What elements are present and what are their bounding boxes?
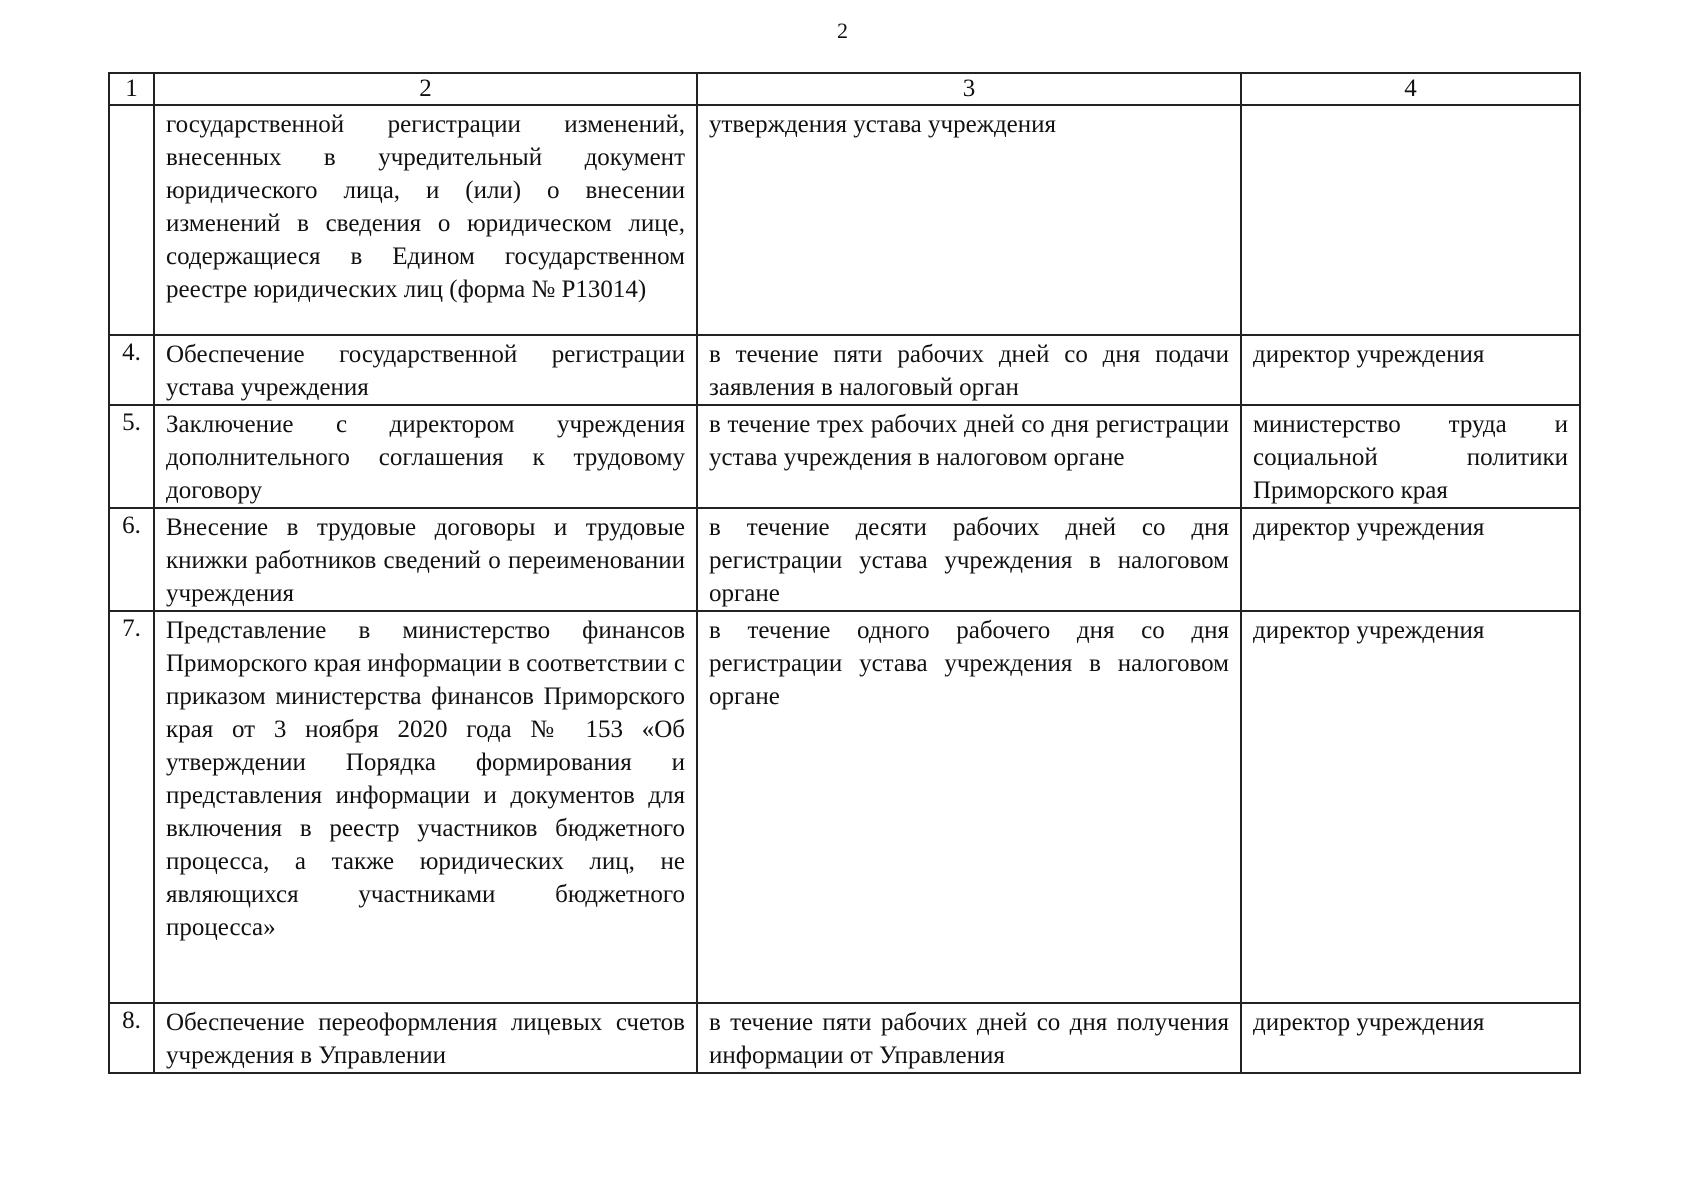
deadline-cell xyxy=(697,405,1241,508)
responsible-cell xyxy=(1241,611,1580,1003)
deadline-cell xyxy=(697,1003,1241,1073)
deadline-text: в течение пяти рабочих дней со дня получения информации от Управления xyxy=(709,1009,1229,1069)
action-text: Обеспечение переоформления лицевых счетов учреждения в Управлении xyxy=(166,1009,685,1069)
column-header-2: 2 xyxy=(154,73,697,105)
responsible-cell xyxy=(1241,105,1580,335)
column-header-4: 4 xyxy=(1241,73,1580,105)
responsible-text xyxy=(1253,106,1568,108)
action-cell xyxy=(154,508,697,611)
table-row xyxy=(109,335,1580,405)
deadline-text: в течение десяти рабочих дней со дня регистрации устава учреждения в налоговом органе xyxy=(709,514,1229,607)
deadline-text: в течение одного рабочего дня со дня регистрации устава учреждения в налоговом органе xyxy=(709,617,1229,710)
action-text: Представление в министерство финансов Приморского края информации в соответствии с приказом министерства финансов Приморского края от 3 ноября 2020 года № 153 «Об утверждении Порядка формирования и представления информации и документов для включения в реестр участников бюджетного процесса, а также юридических лиц, не являющихся участниками бюджетного процесса» xyxy=(166,617,685,941)
deadline-text: в течение трех рабочих дней со дня регистрации устава учреждения в налоговом органе xyxy=(709,411,1229,471)
responsible-text: директор учреждения xyxy=(1253,1009,1485,1036)
row-number: 7. xyxy=(109,611,154,1003)
deadline-text: утверждения устава учреждения xyxy=(709,111,1057,138)
deadline-cell xyxy=(697,508,1241,611)
action-text: государственной регистрации изменений, внесенных в учредительный документ юридического лица, и (или) о внесении изменений в сведения о юридическом лице, содержащиеся в Едином государственном реестре юридических лиц (форма № Р13014) xyxy=(166,111,685,303)
responsible-cell xyxy=(1241,405,1580,508)
action-cell xyxy=(154,405,697,508)
deadline-cell xyxy=(697,611,1241,1003)
deadline-cell xyxy=(697,105,1241,335)
responsible-cell xyxy=(1241,508,1580,611)
row-number: 5. xyxy=(109,405,154,508)
responsible-text: директор учреждения xyxy=(1253,341,1485,368)
responsible-text: министерство труда и социальной политики Приморского края xyxy=(1253,411,1568,504)
deadline-text: в течение пяти рабочих дней со дня подачи заявления в налоговый орган xyxy=(709,341,1229,401)
action-text: Заключение с директором учреждения дополнительного соглашения к трудовому договору xyxy=(166,411,685,504)
table-row xyxy=(109,508,1580,611)
deadline-cell xyxy=(697,335,1241,405)
table-row xyxy=(109,405,1580,508)
column-header-3: 3 xyxy=(697,73,1241,105)
responsible-text: директор учреждения xyxy=(1253,514,1485,541)
responsible-cell xyxy=(1241,335,1580,405)
column-header-1: 1 xyxy=(109,73,154,105)
action-text: Обеспечение государственной регистрации устава учреждения xyxy=(166,341,685,401)
table-row xyxy=(109,1003,1580,1073)
responsible-text: директор учреждения xyxy=(1253,617,1485,644)
action-cell xyxy=(154,611,697,1003)
table-header-row xyxy=(109,73,1580,105)
row-number: 6. xyxy=(109,508,154,611)
table-row xyxy=(109,611,1580,1003)
row-number: 8. xyxy=(109,1003,154,1073)
action-text: Внесение в трудовые договоры и трудовые книжки работников сведений о переименовании учреждения xyxy=(166,514,685,607)
plan-table xyxy=(108,72,1581,1074)
action-cell xyxy=(154,105,697,335)
page-number: 2 xyxy=(837,18,848,43)
row-number xyxy=(109,105,154,335)
action-cell xyxy=(154,1003,697,1073)
action-cell xyxy=(154,335,697,405)
row-number: 4. xyxy=(109,335,154,405)
table-row xyxy=(109,105,1580,335)
responsible-cell xyxy=(1241,1003,1580,1073)
